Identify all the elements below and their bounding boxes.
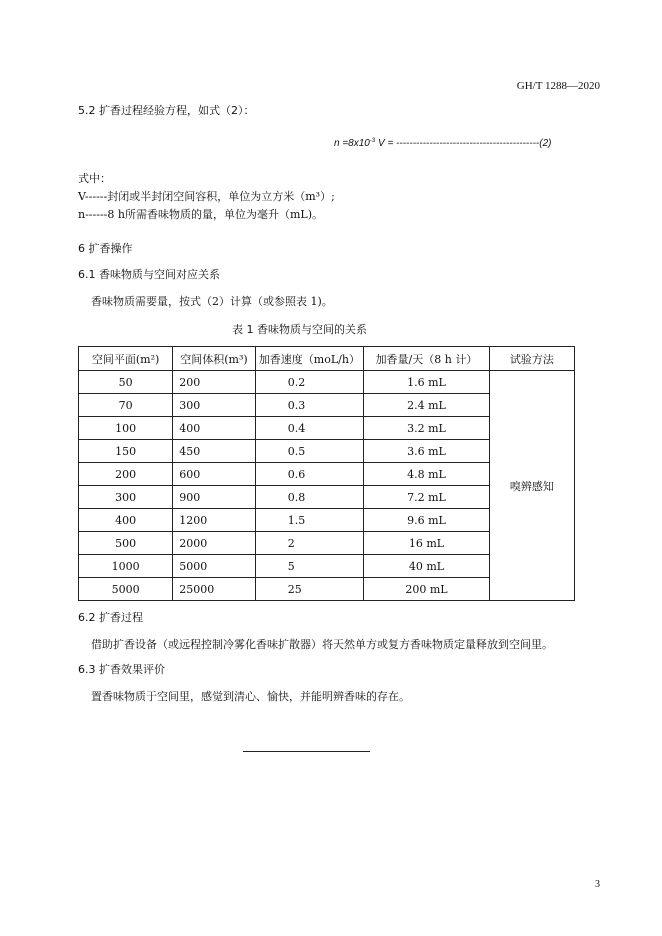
cell-volume: 200 (173, 371, 256, 394)
cell-area: 1000 (79, 555, 173, 578)
where-label: 式中： (78, 172, 111, 185)
cell-daily-amount: 9.6 mL (364, 509, 490, 532)
cell-volume: 25000 (173, 578, 256, 601)
cell-area: 50 (79, 371, 173, 394)
cell-daily-amount: 3.2 mL (364, 417, 490, 440)
cell-volume: 450 (173, 440, 256, 463)
col-header-area: 空间平面(m²) (79, 347, 173, 371)
equation-rhs: V = -------------------------------------------(2) (375, 138, 552, 149)
page-number: 3 (595, 879, 600, 890)
table-caption: 表 1 香味物质与空间的关系 (232, 323, 367, 336)
equation-exponent: -3 (369, 138, 376, 144)
cell-volume: 2000 (173, 532, 256, 555)
cell-volume: 300 (173, 394, 256, 417)
cell-area: 70 (79, 394, 173, 417)
cell-volume: 600 (173, 463, 256, 486)
cell-area: 5000 (79, 578, 173, 601)
cell-rate: 25 (255, 578, 363, 601)
cell-daily-amount: 16 mL (364, 532, 490, 555)
col-header-daily-amount: 加香量/天（8 h 计） (364, 347, 490, 371)
n-definition: n------8 h所需香味物质的量，单位为毫升（mL)。 (78, 208, 323, 221)
cell-method: 嗅辨感知 (489, 371, 574, 601)
cell-rate: 0.2 (255, 371, 363, 394)
equation-lhs: n =8x10 (334, 138, 370, 149)
col-header-method: 试验方法 (489, 347, 574, 371)
cell-rate: 2 (255, 532, 363, 555)
cell-daily-amount: 1.6 mL (364, 371, 490, 394)
section-6-3-title: 6.3 扩香效果评价 (78, 663, 165, 676)
section-6-title: 6 扩香操作 (78, 242, 133, 255)
cell-rate: 0.8 (255, 486, 363, 509)
section-6-3-body: 置香味物质于空间里，感觉到清心、愉快，并能明辨香味的存在。 (91, 690, 410, 703)
cell-volume: 5000 (173, 555, 256, 578)
table-header-row (79, 347, 575, 371)
equation-2 (334, 138, 551, 149)
cell-area: 150 (79, 440, 173, 463)
cell-daily-amount: 4.8 mL (364, 463, 490, 486)
cell-daily-amount: 40 mL (364, 555, 490, 578)
cell-rate: 1.5 (255, 509, 363, 532)
table-row (79, 371, 575, 394)
cell-area: 300 (79, 486, 173, 509)
section-6-2-body: 借助扩香设备（或远程控制冷雾化香味扩散器）将天然单方或复方香味物质定量释放到空间里。 (91, 638, 553, 651)
cell-volume: 900 (173, 486, 256, 509)
cell-area: 100 (79, 417, 173, 440)
col-header-rate: 加香速度（moL/h） (255, 347, 363, 371)
standard-code: GH/T 1288—2020 (516, 80, 600, 92)
col-header-volume: 空间体积(m³) (173, 347, 256, 371)
cell-volume: 1200 (173, 509, 256, 532)
cell-rate: 0.5 (255, 440, 363, 463)
cell-rate: 0.6 (255, 463, 363, 486)
cell-rate: 0.3 (255, 394, 363, 417)
aroma-space-table (78, 346, 575, 601)
cell-area: 200 (79, 463, 173, 486)
cell-daily-amount: 2.4 mL (364, 394, 490, 417)
section-5-2-title: 5.2 扩香过程经验方程，如式（2）： (78, 104, 255, 117)
cell-area: 400 (79, 509, 173, 532)
cell-volume: 400 (173, 417, 256, 440)
cell-daily-amount: 3.6 mL (364, 440, 490, 463)
section-6-2-title: 6.2 扩香过程 (78, 611, 143, 624)
section-6-1-title: 6.1 香味物质与空间对应关系 (78, 268, 220, 281)
cell-area: 500 (79, 532, 173, 555)
cell-daily-amount: 7.2 mL (364, 486, 490, 509)
end-rule (243, 751, 370, 752)
cell-rate: 5 (255, 555, 363, 578)
v-definition: V------封闭或半封闭空间容积，单位为立方米（m³）; (78, 190, 335, 203)
cell-daily-amount: 200 mL (364, 578, 490, 601)
cell-rate: 0.4 (255, 417, 363, 440)
section-6-1-body: 香味物质需要量，按式（2）计算（或参照表 1)。 (91, 295, 333, 308)
